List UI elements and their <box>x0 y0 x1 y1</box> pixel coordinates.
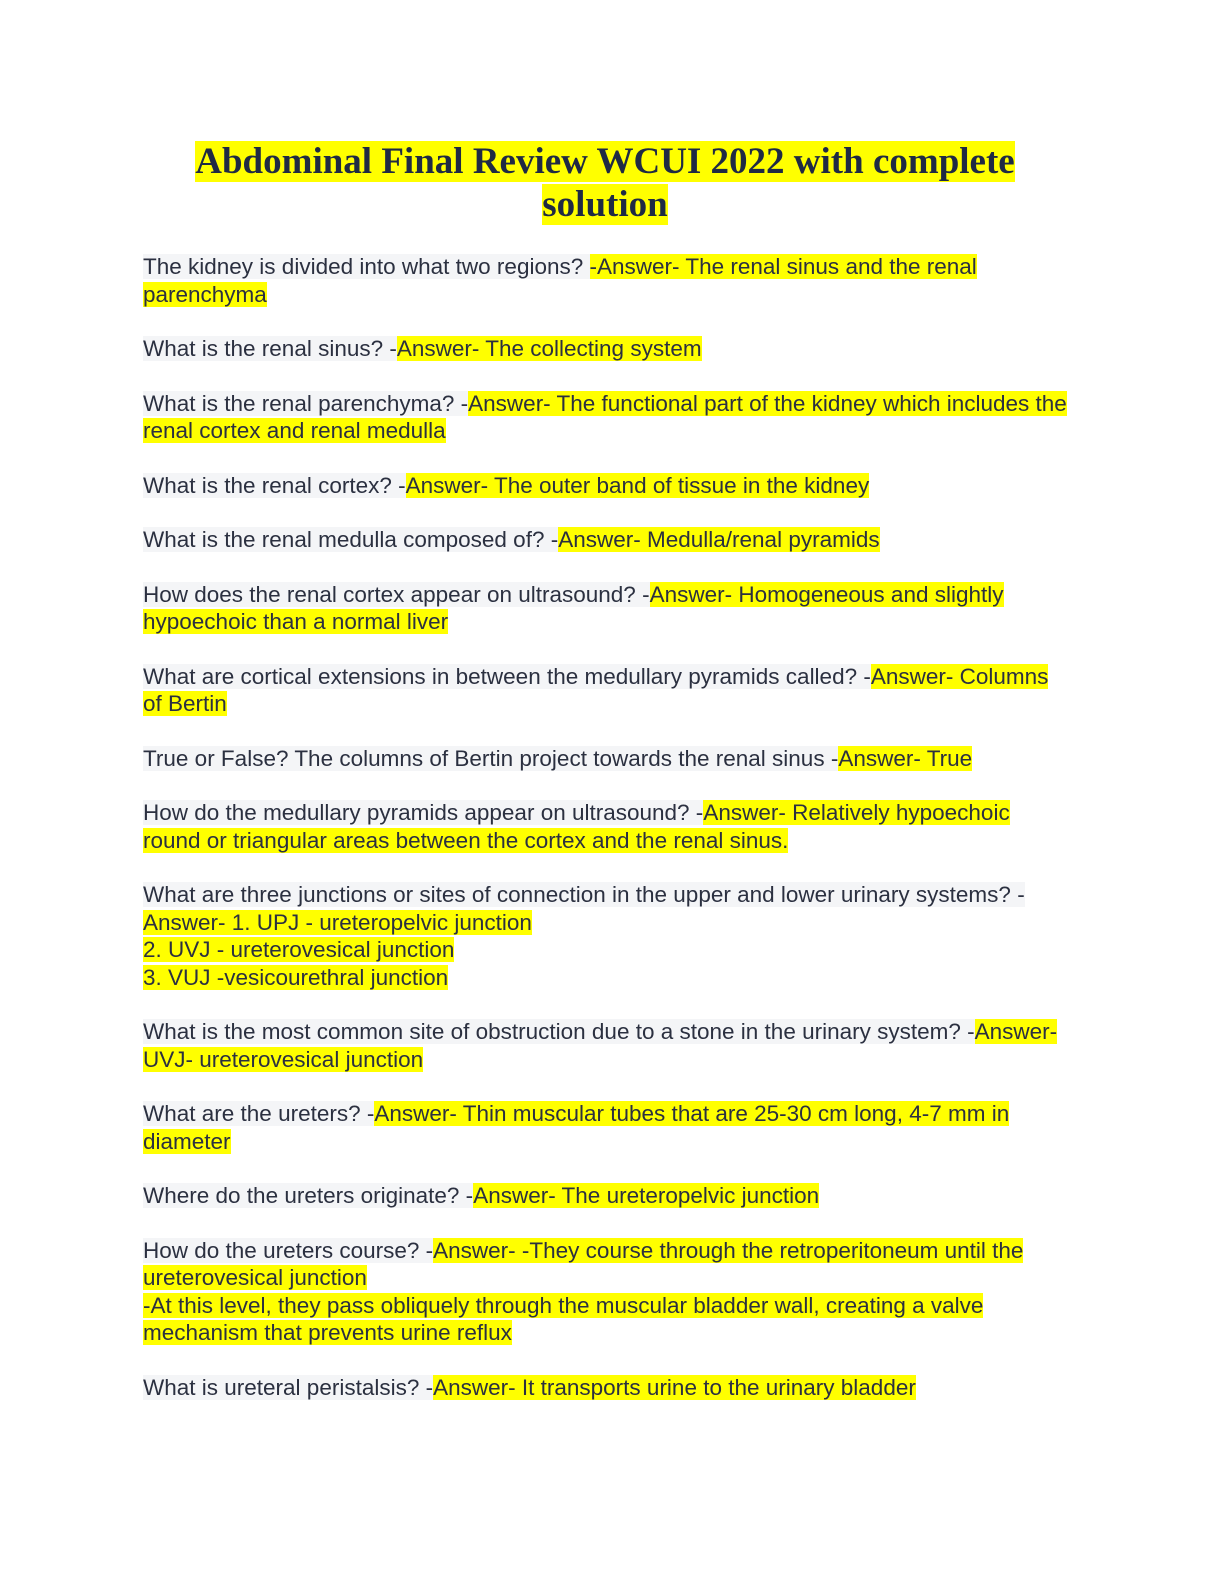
question-text: What is the renal parenchyma? - <box>143 390 469 416</box>
qa-item <box>143 1018 1073 1073</box>
answer-text: Answer- UVJ- ureterovesical junction <box>143 1019 1058 1072</box>
qa-item <box>143 390 1073 445</box>
question-text: What is ureteral peristalsis? - <box>143 1374 434 1400</box>
question-text: What is the renal cortex? - <box>143 472 406 498</box>
qa-item <box>143 253 1073 308</box>
question-text: The kidney is divided into what two regions? <box>143 254 590 279</box>
question-text: What are the ureters? - <box>143 1101 375 1126</box>
answer-text: Answer- The functional part of the kidney which includes the renal cortex and renal medulla <box>143 390 1067 443</box>
question-text: What are three junctions or sites of connection in the upper and lower urinary systems? - <box>143 882 1025 907</box>
answer-text: -Answer- The renal sinus and the renal parenchyma <box>143 254 977 307</box>
qa-list <box>143 253 1073 1428</box>
answer-text: Answer- Medulla/renal pyramids <box>558 527 880 552</box>
answer-text: Answer- Columns of Bertin <box>143 663 1049 716</box>
qa-item <box>143 472 1073 500</box>
question-text: How do the medullary pyramids appear on ultrasound? - <box>143 800 704 825</box>
qa-item <box>143 881 1073 991</box>
question-text: What is the most common site of obstruction due to a stone in the urinary system? - <box>143 1019 975 1044</box>
answer-text: Answer- It transports urine to the urinary bladder <box>433 1374 916 1400</box>
answer-text: Answer- -They course through the retroperitoneum until the ureterovesical junction -At this level, they pass obliquely through the muscular bladder wall, creating a valve mechanism that prevents urine reflux <box>143 1237 1024 1345</box>
answer-text: Answer- Thin muscular tubes that are 25-30 cm long, 4-7 mm in diameter <box>143 1101 1010 1154</box>
qa-item <box>143 745 1073 773</box>
answer-text: Answer- Homogeneous and slightly hypoechoic than a normal liver <box>143 581 1004 634</box>
qa-item <box>143 799 1073 854</box>
answer-text: Answer- True <box>838 745 973 771</box>
qa-item <box>143 581 1073 636</box>
answer-text: Answer- The outer band of tissue in the kidney <box>405 472 870 498</box>
answer-text: Answer- Relatively hypoechoic round or triangular areas between the cortex and the renal sinus. <box>143 800 1010 853</box>
question-text: What are cortical extensions in between the medullary pyramids called? - <box>143 663 871 689</box>
question-text: What is the renal sinus? - <box>143 336 397 361</box>
document-title-text: Abdominal Final Review WCUI 2022 with complete solution <box>195 141 1015 225</box>
qa-item <box>143 663 1073 718</box>
qa-item <box>143 1182 1073 1210</box>
answer-text: Answer- 1. UPJ - ureteropelvic junction 2. UVJ - ureterovesical junction 3. VUJ -vesicourethral junction <box>143 909 532 990</box>
qa-item <box>143 1237 1073 1347</box>
qa-item <box>143 1374 1073 1402</box>
qa-item <box>143 335 1073 363</box>
question-text: True or False? The columns of Bertin project towards the renal sinus - <box>143 745 839 771</box>
question-text: How does the renal cortex appear on ultrasound? - <box>143 581 650 607</box>
answer-text: Answer- The ureteropelvic junction <box>473 1183 820 1208</box>
document-title <box>150 140 1060 226</box>
qa-item <box>143 1100 1073 1155</box>
question-text: What is the renal medulla composed of? - <box>143 527 559 552</box>
question-text: How do the ureters course? - <box>143 1237 434 1263</box>
qa-item <box>143 526 1073 554</box>
question-text: Where do the ureters originate? - <box>143 1183 474 1208</box>
answer-text: Answer- The collecting system <box>396 336 702 361</box>
